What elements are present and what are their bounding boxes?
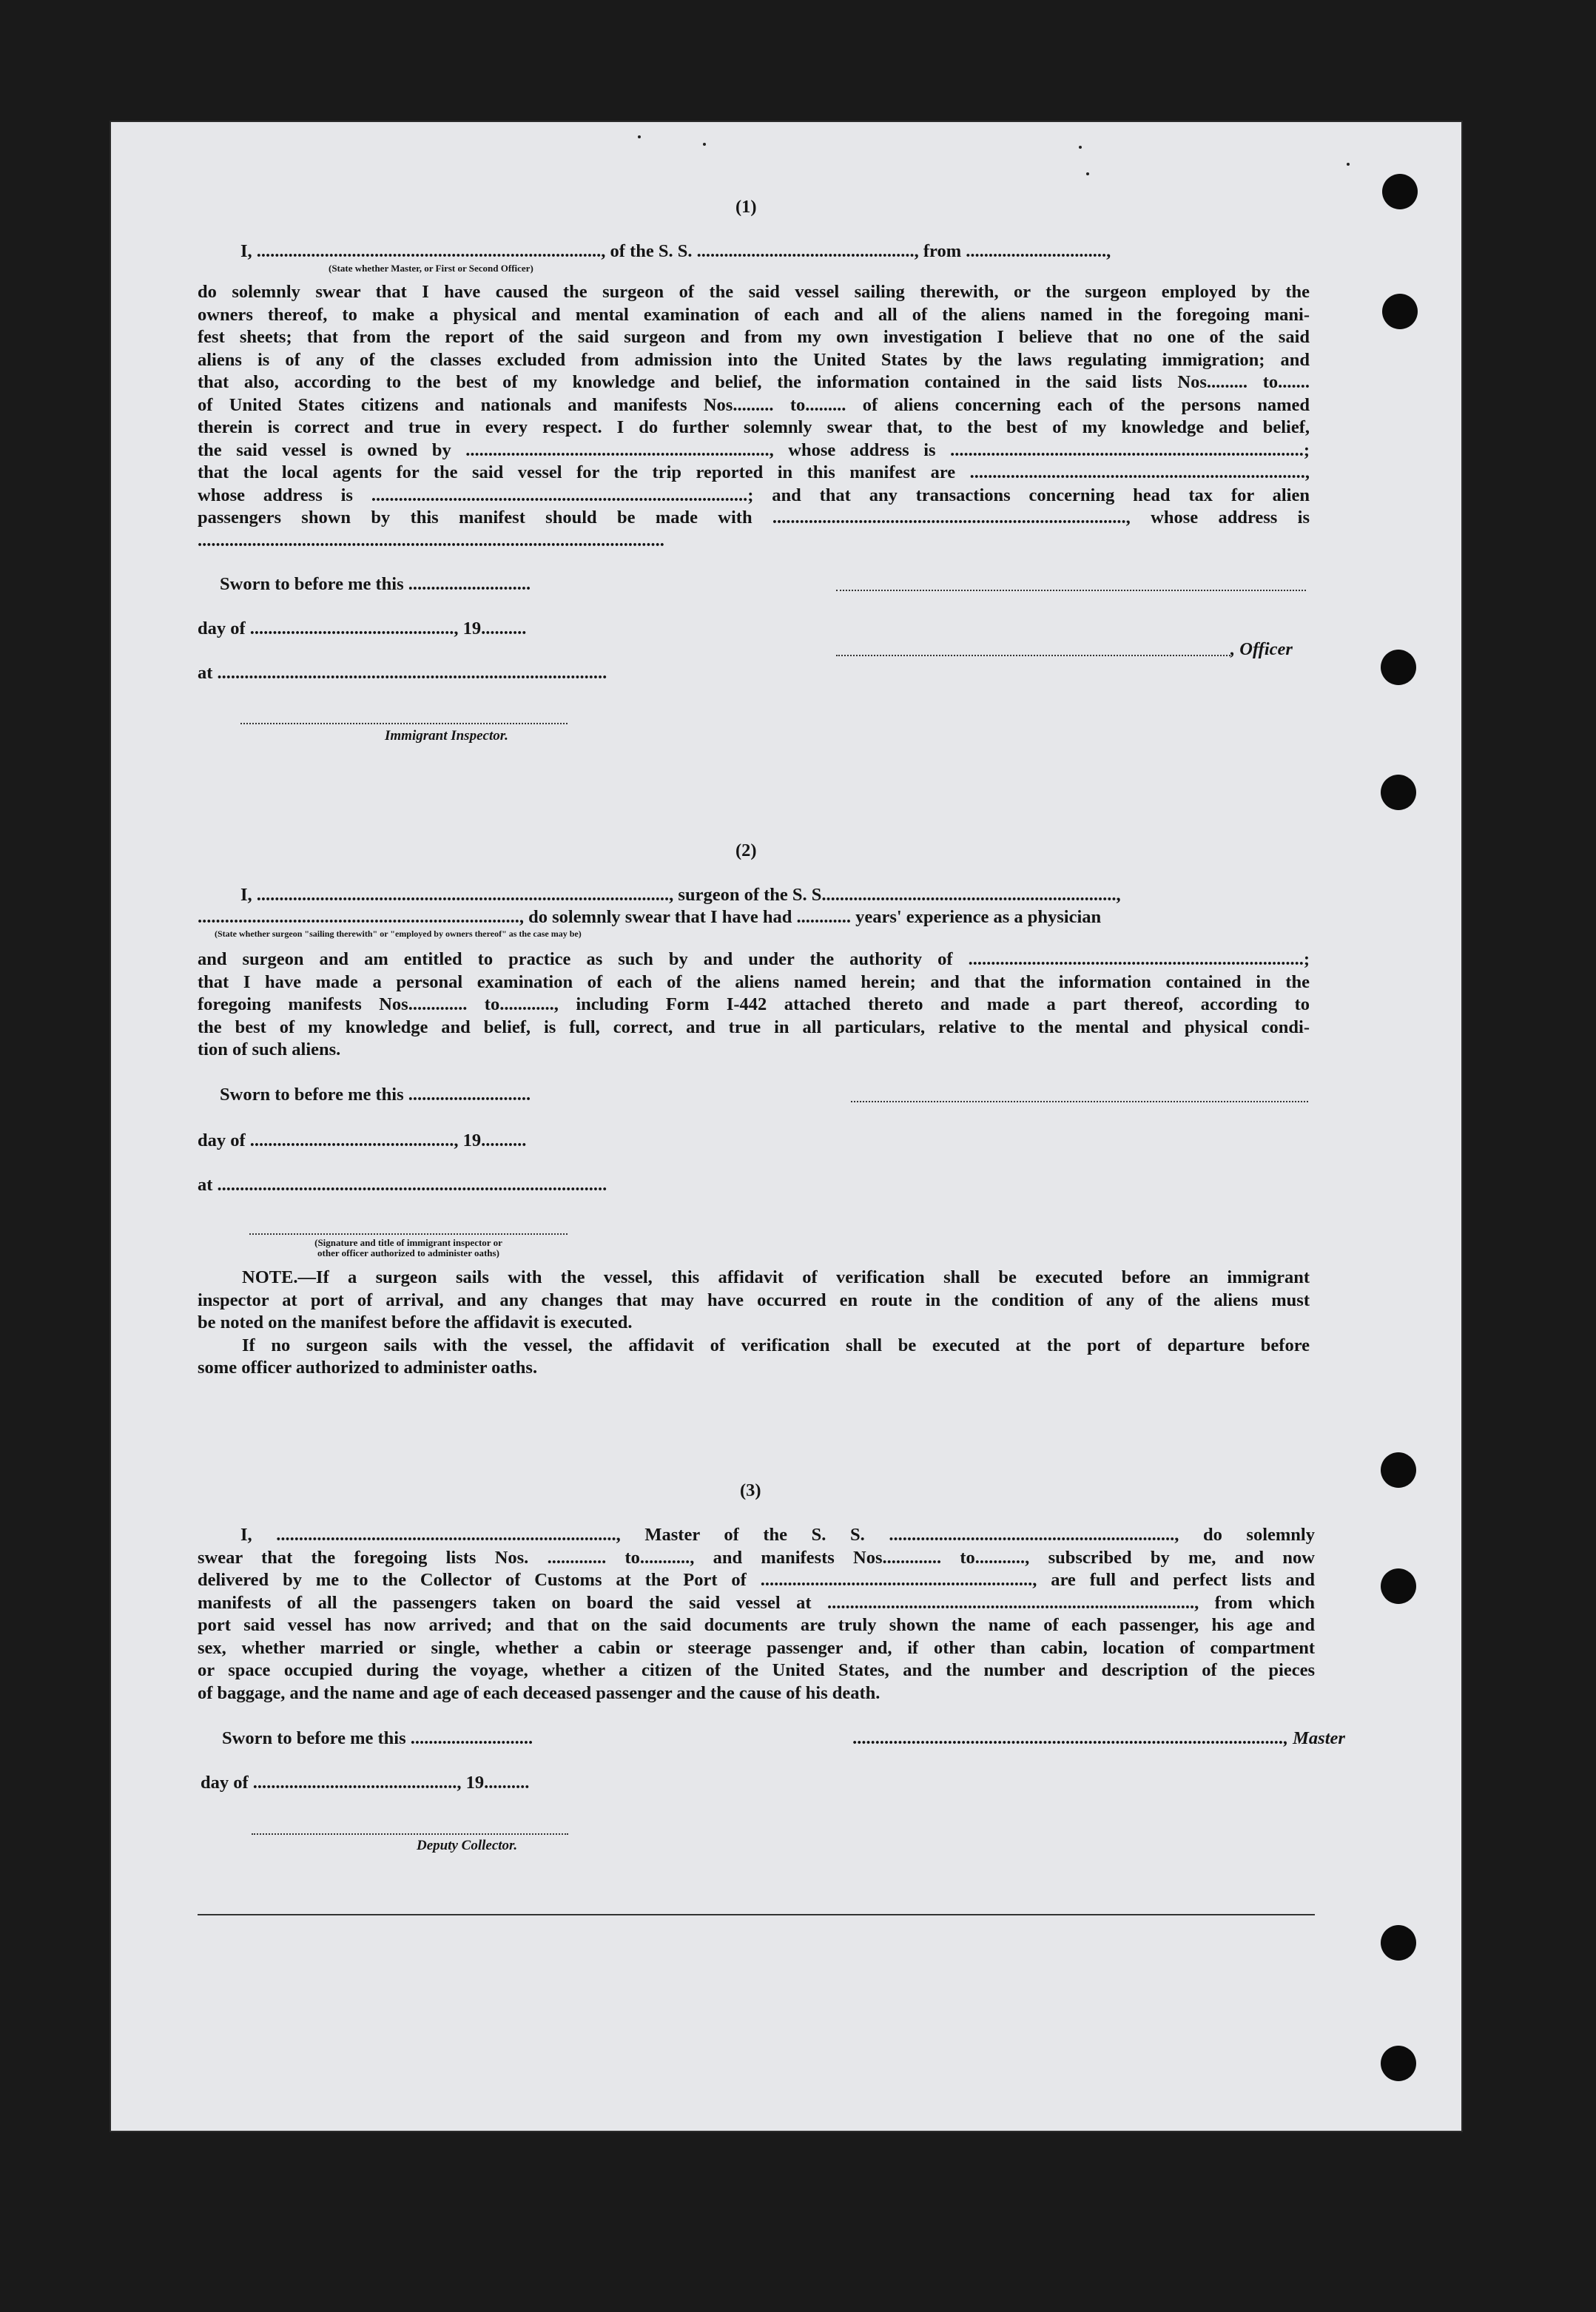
note-line: be noted on the manifest before the affidavit is executed.	[198, 1312, 633, 1332]
body-line: therein is correct and true in every respect. I do further solemnly swear that, to the best of my knowledge and belief,	[198, 417, 1310, 437]
paper-speck	[1347, 163, 1350, 166]
body-line: that I have made a personal examination of each of the aliens named herein; and that the information contained in the	[198, 971, 1310, 992]
body-line: fest sheets; that from the report of the said surgeon and from my own investigation I believe that no one of the said	[198, 327, 1310, 347]
section-1-signature-line	[836, 590, 1306, 591]
body-line: that also, according to the best of my knowledge and belief, the information contained in the said lists Nos......... to.......	[198, 372, 1310, 392]
body-line: foregoing manifests Nos............. to............, including Form I-442 attached thereto and made a part thereof, according to	[198, 994, 1310, 1014]
punch-hole	[1381, 2046, 1416, 2081]
section-3-day-of: day of ............................................., 19..........	[201, 1773, 530, 1793]
body-line: I, ..........................................................................., Master of the S. S. ..............................................................., do solemnly	[240, 1525, 1315, 1545]
section-2-at: at ......................................................................................	[198, 1175, 607, 1195]
section-3-master-line: ..............................................................................................., Master	[853, 1728, 1345, 1748]
body-line: delivered by me to the Collector of Customs at the Port of ............................................................, are full and perfect lists and	[198, 1570, 1315, 1590]
body-line: aliens is of any of the classes excluded from admission into the United States by the laws regulating immigration; and	[198, 349, 1310, 370]
section-2-signature-line	[851, 1101, 1308, 1102]
punch-hole	[1382, 174, 1418, 209]
section-2-heading: (2)	[735, 840, 757, 860]
bottom-rule	[198, 1914, 1315, 1915]
body-line: owners thereof, to make a physical and mental examination of each and all of the aliens named in the foregoing mani-	[198, 304, 1310, 325]
section-1-inspector-line	[240, 723, 568, 724]
body-line: whose address is ...................................................................................; and that any transactions concerning head tax for alien	[198, 485, 1310, 505]
body-line: sex, whether married or single, whether a cabin or steerage passenger and, if other than cabin, location of compartment	[198, 1637, 1315, 1658]
section-1-heading: (1)	[735, 197, 757, 217]
body-line: manifests of all the passengers taken on board the said vessel at ................................................................................., from which	[198, 1592, 1315, 1613]
section-1-inspector-label: Immigrant Inspector.	[385, 728, 508, 744]
section-3-collector-label: Deputy Collector.	[417, 1838, 518, 1853]
paper-speck	[1086, 172, 1089, 175]
section-1-day-of: day of ............................................., 19..........	[198, 619, 527, 638]
section-1-at: at ......................................................................................	[198, 663, 607, 683]
section-1-sublabel: (State whether Master, or First or Second Officer)	[329, 263, 533, 274]
paper-speck	[638, 135, 641, 138]
section-1-officer-label: , Officer	[1230, 639, 1293, 659]
section-2-sig-label-2: other officer authorized to administer oaths)	[317, 1247, 499, 1258]
section-2-sublabel: (State whether surgeon "sailing therewith" or "employed by owners thereof" as the case may be)	[215, 928, 582, 939]
body-line: port said vessel has now arrived; and that on the said documents are truly shown the name of each passenger, his age and	[198, 1615, 1315, 1635]
body-line: passengers shown by this manifest should be made with .............................................................................., whose address is	[198, 508, 1310, 528]
section-3-heading: (3)	[740, 1480, 761, 1500]
punch-hole	[1381, 650, 1416, 685]
section-1-sworn: Sworn to before me this ...........................	[220, 574, 531, 594]
body-line: tion of such aliens.	[198, 1039, 341, 1059]
section-3-body	[198, 1524, 1315, 1705]
body-line: the best of my knowledge and belief, is full, correct, and true in all particulars, relative to the mental and physical condi-	[198, 1017, 1310, 1037]
section-2-surgeon-line: ......................................................................., do solemnly swear that I have had ............ years' experience as a physician	[198, 907, 1102, 927]
punch-hole	[1382, 294, 1418, 329]
body-line: the said vessel is owned by ..................................................................., whose address is ..............................................................................;	[198, 439, 1310, 460]
body-line: or space occupied during the voyage, whether a citizen of the United States, and the number and description of the pieces	[198, 1660, 1315, 1680]
section-3-sworn: Sworn to before me this ...........................	[222, 1728, 533, 1748]
punch-hole	[1381, 775, 1416, 810]
section-2-sig-label-1: (Signature and title of immigrant inspector or	[314, 1237, 502, 1248]
section-2-note	[198, 1267, 1310, 1380]
section-2-day-of: day of ............................................., 19..........	[198, 1130, 527, 1150]
section-1-officer-line	[836, 655, 1230, 656]
section-2-sworn: Sworn to before me this ...........................	[220, 1085, 531, 1105]
note-line: inspector at port of arrival, and any changes that may have occurred en route in the condition of any of the aliens must	[198, 1290, 1310, 1310]
note-line: NOTE.—If a surgeon sails with the vessel, this affidavit of verification shall be executed before an immigrant	[242, 1267, 1310, 1287]
body-line: of baggage, and the name and age of each deceased passenger and the cause of his death.	[198, 1682, 881, 1703]
section-2-body	[198, 948, 1310, 1062]
document-page	[111, 122, 1461, 2131]
body-line: .......................................................................................................	[198, 530, 664, 550]
punch-hole	[1381, 1925, 1416, 1961]
note-line: If no surgeon sails with the vessel, the affidavit of verification shall be executed at the port of departure before	[242, 1335, 1310, 1355]
punch-hole	[1381, 1568, 1416, 1604]
body-line: do solemnly swear that I have caused the surgeon of the said vessel sailing therewith, or the surgeon employed by the	[198, 282, 1310, 302]
note-line: some officer authorized to administer oaths.	[198, 1358, 538, 1378]
paper-speck	[703, 143, 706, 146]
body-line: swear that the foregoing lists Nos. ............. to..........., and manifests Nos............. to..........., subscribed by me, and now	[198, 1547, 1315, 1568]
body-line: and surgeon and am entitled to practice as such by and under the authority of ..........................................................................;	[198, 949, 1310, 969]
punch-hole	[1381, 1452, 1416, 1488]
body-line: of United States citizens and nationals and manifests Nos......... to......... of aliens concerning each of the persons named	[198, 394, 1310, 415]
section-2-oath-line: I, ..........................................................................................., surgeon of the S. S.................................................................,	[240, 885, 1121, 905]
section-3-collector-line	[252, 1833, 568, 1835]
section-1-body	[198, 281, 1310, 552]
section-2-inspector-line	[249, 1233, 568, 1235]
body-line: that the local agents for the said vessel for the trip reported in this manifest are ..........................................................................,	[198, 462, 1310, 482]
paper-speck	[1079, 146, 1082, 149]
section-1-oath-line: I, ............................................................................, of the S. S. ................................................, from ...............................,	[240, 241, 1111, 261]
